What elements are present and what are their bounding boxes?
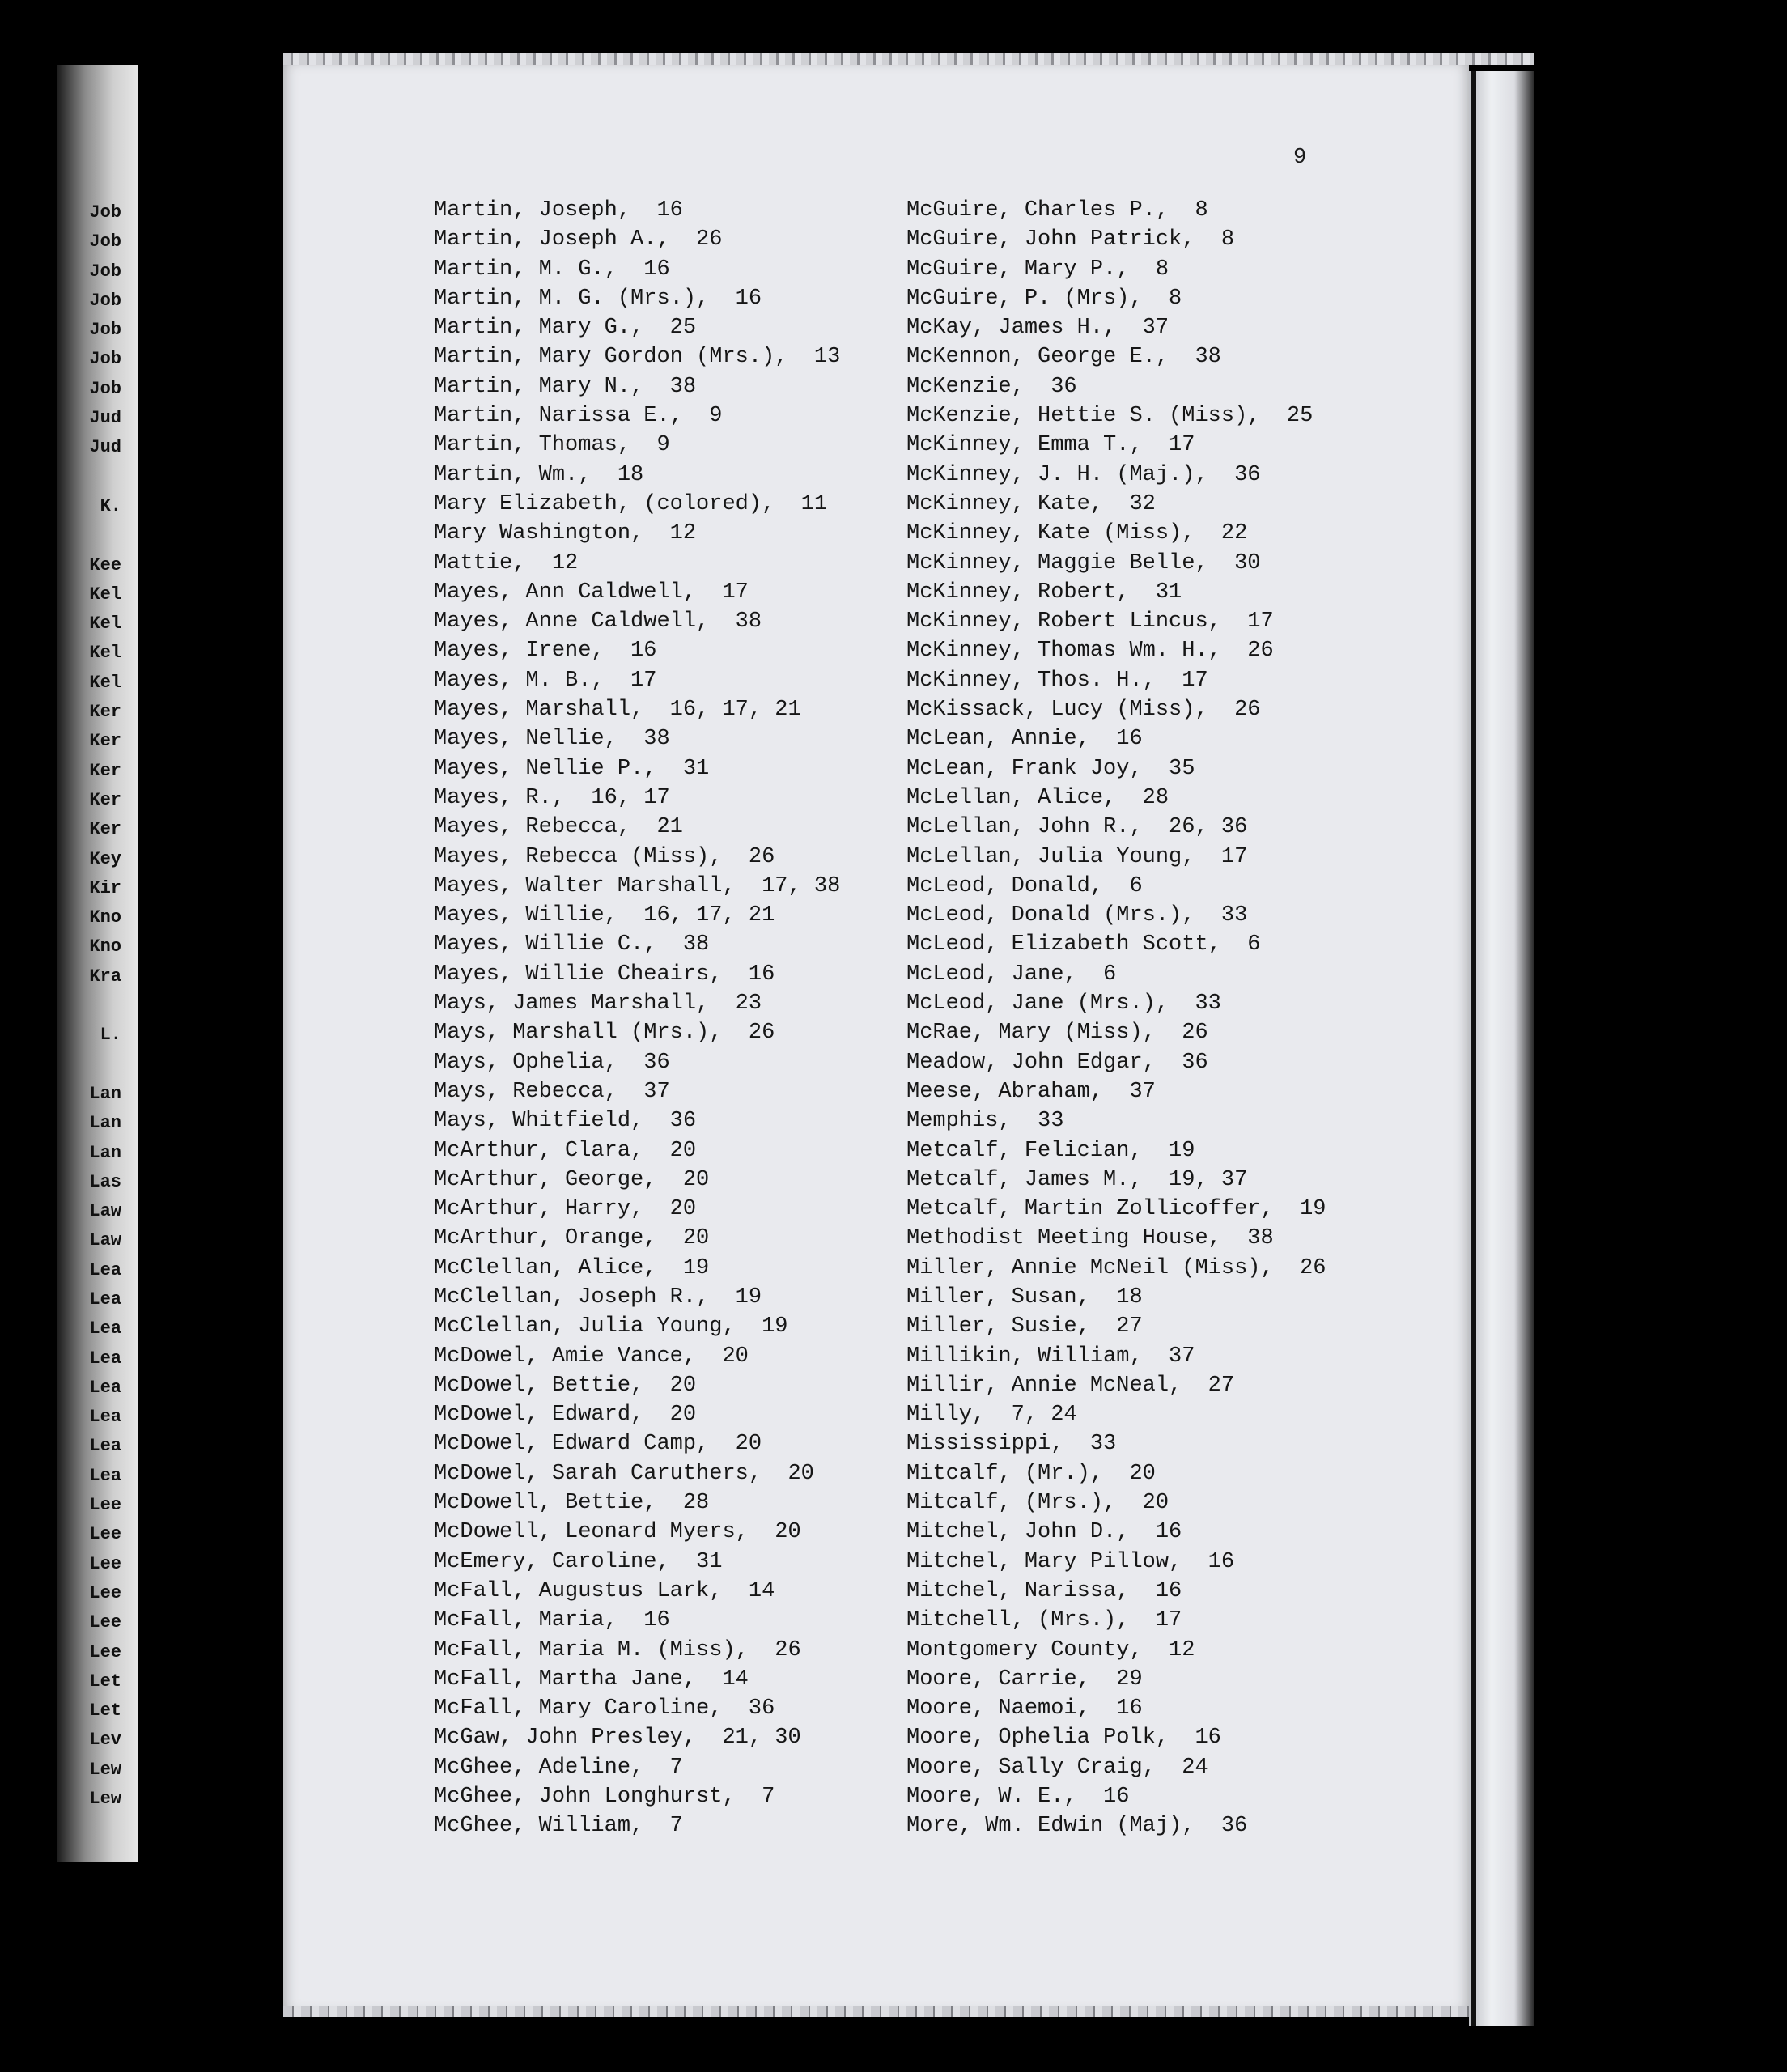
- top-edge-noise: [283, 53, 1534, 65]
- index-entry: Millikin, William, 37: [906, 1344, 1195, 1369]
- bleed-fragment: Ker: [89, 731, 121, 752]
- bleed-fragment: Lan: [89, 1113, 121, 1134]
- index-entry: McLean, Frank Joy, 35: [906, 756, 1195, 781]
- index-entry: Mississippi, 33: [906, 1432, 1117, 1457]
- index-entry: Metcalf, Martin Zollicoffer, 19: [906, 1197, 1326, 1222]
- index-entry: Mays, Marshall (Mrs.), 26: [434, 1021, 775, 1046]
- index-entry: Mary Elizabeth, (colored), 11: [434, 491, 828, 516]
- bleed-fragment: Jud: [89, 408, 121, 429]
- index-entry: McGuire, Mary P., 8: [906, 257, 1169, 282]
- bleed-fragment: [57, 521, 121, 550]
- index-entry: McDowel, Edward Camp, 20: [434, 1432, 762, 1457]
- index-entry: Montgomery County, 12: [906, 1637, 1195, 1662]
- page-number: 9: [1293, 146, 1307, 170]
- index-entry: McKinney, Maggie Belle, 30: [906, 550, 1261, 575]
- bleed-fragment: Ker: [89, 702, 121, 723]
- index-entry: Moore, Sally Craig, 24: [906, 1755, 1208, 1780]
- bleed-fragment: Lea: [89, 1377, 121, 1398]
- index-entry: McKay, James H., 37: [906, 316, 1169, 341]
- index-entry: McFall, Maria, 16: [434, 1608, 670, 1633]
- index-entry: Mays, Ophelia, 36: [434, 1050, 670, 1075]
- index-entry: McArthur, Orange, 20: [434, 1226, 710, 1251]
- index-column-right: [906, 196, 1457, 1841]
- index-entry: McLellan, Alice, 28: [906, 785, 1169, 810]
- bleed-fragment: Law: [89, 1230, 121, 1251]
- index-entry: Methodist Meeting House, 38: [906, 1226, 1274, 1251]
- index-entry: Martin, Joseph, 16: [434, 198, 683, 223]
- index-column-left: [434, 196, 887, 1841]
- index-entry: McLeod, Jane (Mrs.), 33: [906, 991, 1221, 1017]
- index-entry: McKinney, Kate, 32: [906, 491, 1156, 516]
- bleed-fragment: Key: [89, 848, 121, 869]
- index-entry: Meese, Abraham, 37: [906, 1079, 1156, 1104]
- bleed-fragment: Kel: [89, 584, 121, 605]
- bleed-fragment: Kel: [89, 672, 121, 693]
- bleed-fragment: Lan: [89, 1083, 121, 1104]
- bleed-fragment: [57, 1051, 121, 1080]
- index-entry: McGhee, John Longhurst, 7: [434, 1785, 775, 1810]
- index-entry: McKennon, George E., 38: [906, 345, 1221, 370]
- bleed-fragment: Ker: [89, 819, 121, 840]
- index-entry: Miller, Annie McNeil (Miss), 26: [906, 1255, 1326, 1280]
- index-entry: McRae, Mary (Miss), 26: [906, 1021, 1208, 1046]
- index-entry: Miller, Susie, 27: [906, 1314, 1143, 1340]
- index-entry: Mary Washington, 12: [434, 521, 697, 546]
- index-entry: McLellan, John R., 26, 36: [906, 815, 1248, 840]
- bleed-fragment: K.: [100, 495, 121, 516]
- bleed-fragment: [57, 463, 121, 492]
- bleed-fragment: Job: [89, 320, 121, 341]
- index-entry: McKenzie, Hettie S. (Miss), 25: [906, 404, 1314, 429]
- index-entry: Martin, M. G., 16: [434, 257, 670, 282]
- index-entry: Mayes, Nellie, 38: [434, 727, 670, 752]
- index-entry: McGuire, John Patrick, 8: [906, 227, 1235, 253]
- bleed-fragment: Lee: [89, 1495, 121, 1516]
- bleed-fragment: Lee: [89, 1582, 121, 1603]
- index-entry: Martin, Narissa E., 9: [434, 404, 723, 429]
- index-entry: McGuire, Charles P., 8: [906, 198, 1208, 223]
- index-entry: Martin, Joseph A., 26: [434, 227, 723, 253]
- bleed-fragment: Lea: [89, 1318, 121, 1340]
- bleed-fragment: Let: [89, 1671, 121, 1692]
- bleed-fragment: Lee: [89, 1553, 121, 1574]
- bleed-fragment: Job: [89, 202, 121, 223]
- bleed-fragment: Kel: [89, 614, 121, 635]
- index-entry: McDowell, Bettie, 28: [434, 1491, 710, 1516]
- bleed-fragment: Job: [89, 349, 121, 370]
- index-entry: Milly, 7, 24: [906, 1403, 1077, 1428]
- bleed-fragment: Lea: [89, 1289, 121, 1310]
- index-entry: Meadow, John Edgar, 36: [906, 1050, 1208, 1075]
- bleed-fragment: Lan: [89, 1142, 121, 1163]
- index-entry: Memphis, 33: [906, 1109, 1064, 1134]
- index-entry: Moore, W. E., 16: [906, 1785, 1130, 1810]
- index-entry: McArthur, George, 20: [434, 1167, 710, 1192]
- index-entry: Moore, Ophelia Polk, 16: [906, 1726, 1221, 1751]
- index-entry: McLeod, Donald (Mrs.), 33: [906, 903, 1248, 928]
- index-entry: McLean, Annie, 16: [906, 727, 1143, 752]
- bottom-edge-noise: [283, 2006, 1534, 2017]
- index-entry: McKenzie, 36: [906, 374, 1077, 399]
- index-entry: Mayes, M. B., 17: [434, 668, 657, 693]
- bleed-fragment: Lew: [89, 1789, 121, 1810]
- index-entry: Mayes, Willie Cheairs, 16: [434, 962, 775, 987]
- index-entry: McLeod, Donald, 6: [906, 873, 1143, 898]
- index-entry: Metcalf, James M., 19, 37: [906, 1167, 1248, 1192]
- index-entry: McClellan, Julia Young, 19: [434, 1314, 788, 1340]
- index-entry: Mattie, 12: [434, 550, 579, 575]
- bleed-fragment: Lee: [89, 1641, 121, 1662]
- bleed-fragment: Job: [89, 290, 121, 311]
- index-entry: McKinney, Kate (Miss), 22: [906, 521, 1248, 546]
- bleed-fragment: Ker: [89, 760, 121, 781]
- index-entry: McKinney, Robert, 31: [906, 580, 1182, 605]
- index-entry: McFall, Maria M. (Miss), 26: [434, 1637, 801, 1662]
- bleed-fragment: Lea: [89, 1436, 121, 1457]
- index-entry: McEmery, Caroline, 31: [434, 1549, 723, 1574]
- bleed-fragment: Job: [89, 231, 121, 253]
- index-entry: McDowel, Amie Vance, 20: [434, 1344, 749, 1369]
- index-entry: McKinney, Robert Lincus, 17: [906, 609, 1274, 635]
- index-entry: Mayes, Ann Caldwell, 17: [434, 580, 749, 605]
- index-entry: McDowel, Sarah Caruthers, 20: [434, 1461, 814, 1486]
- bleed-fragment: Lea: [89, 1465, 121, 1486]
- index-entry: More, Wm. Edwin (Maj), 36: [906, 1814, 1248, 1839]
- index-entry: Martin, Mary N., 38: [434, 374, 697, 399]
- index-entry: Mayes, Willie C., 38: [434, 932, 710, 957]
- index-entry: McKissack, Lucy (Miss), 26: [906, 698, 1261, 723]
- index-entry: Mitcalf, (Mr.), 20: [906, 1461, 1156, 1486]
- index-entry: Martin, Thomas, 9: [434, 433, 670, 458]
- index-entry: Mays, Rebecca, 37: [434, 1079, 670, 1104]
- index-entry: Mitchel, Mary Pillow, 16: [906, 1549, 1235, 1574]
- bleed-fragment: Kno: [89, 936, 121, 957]
- index-entry: McDowell, Leonard Myers, 20: [434, 1520, 801, 1545]
- bleed-fragment: Law: [89, 1201, 121, 1222]
- index-entry: Martin, M. G. (Mrs.), 16: [434, 286, 762, 311]
- bleed-fragment: Lew: [89, 1759, 121, 1780]
- index-entry: McDowel, Bettie, 20: [434, 1373, 697, 1398]
- index-entry: Millir, Annie McNeal, 27: [906, 1373, 1235, 1398]
- index-entry: McClellan, Alice, 19: [434, 1255, 710, 1280]
- bleed-fragment: Let: [89, 1700, 121, 1722]
- index-entry: McGhee, Adeline, 7: [434, 1755, 683, 1780]
- index-entry: Mayes, Willie, 16, 17, 21: [434, 903, 775, 928]
- index-entry: Martin, Mary Gordon (Mrs.), 13: [434, 345, 841, 370]
- index-entry: McArthur, Harry, 20: [434, 1197, 697, 1222]
- index-entry: McGhee, William, 7: [434, 1814, 683, 1839]
- bleed-fragment: Lea: [89, 1407, 121, 1428]
- index-entry: Miller, Susan, 18: [906, 1284, 1143, 1310]
- index-entry: Martin, Mary G., 25: [434, 316, 697, 341]
- index-entry: Mitchel, John D., 16: [906, 1520, 1182, 1545]
- index-entry: McKinney, Emma T., 17: [906, 433, 1195, 458]
- index-entry: McDowel, Edward, 20: [434, 1403, 697, 1428]
- bleed-fragment: Lee: [89, 1612, 121, 1633]
- index-entry: Moore, Carrie, 29: [906, 1667, 1143, 1692]
- bleed-fragment: Kee: [89, 554, 121, 575]
- previous-page-fragments: [57, 198, 121, 1814]
- index-entry: Mayes, Anne Caldwell, 38: [434, 609, 762, 635]
- bleed-fragment: L.: [100, 1025, 121, 1046]
- index-entry: Mays, James Marshall, 23: [434, 991, 762, 1017]
- bleed-fragment: [57, 991, 121, 1021]
- page-right-edge: [1469, 71, 1534, 2026]
- index-entry: Metcalf, Felician, 19: [906, 1138, 1195, 1163]
- index-entry: Mitchel, Narissa, 16: [906, 1578, 1182, 1603]
- page-right-edge-line: [1471, 71, 1476, 2026]
- index-entry: McArthur, Clara, 20: [434, 1138, 697, 1163]
- index-entry: McGaw, John Presley, 21, 30: [434, 1726, 801, 1751]
- index-entry: McFall, Martha Jane, 14: [434, 1667, 749, 1692]
- index-entry: Mays, Whitfield, 36: [434, 1109, 697, 1134]
- index-entry: McLeod, Elizabeth Scott, 6: [906, 932, 1261, 957]
- bleed-fragment: Job: [89, 378, 121, 399]
- bleed-fragment: Kir: [89, 877, 121, 898]
- index-entry: Mitcalf, (Mrs.), 20: [906, 1491, 1169, 1516]
- bleed-fragment: Kno: [89, 907, 121, 928]
- index-entry: McFall, Augustus Lark, 14: [434, 1578, 775, 1603]
- bleed-fragment: Ker: [89, 789, 121, 810]
- index-entry: McGuire, P. (Mrs), 8: [906, 286, 1182, 311]
- index-entry: Mayes, Irene, 16: [434, 639, 657, 664]
- index-entry: Mayes, Rebecca, 21: [434, 815, 683, 840]
- bleed-fragment: Lev: [89, 1730, 121, 1751]
- bleed-fragment: Lea: [89, 1259, 121, 1280]
- index-entry: McClellan, Joseph R., 19: [434, 1284, 762, 1310]
- index-entry: Mitchell, (Mrs.), 17: [906, 1608, 1182, 1633]
- bleed-fragment: Lea: [89, 1348, 121, 1369]
- index-entry: McFall, Mary Caroline, 36: [434, 1696, 775, 1722]
- index-entry: McKinney, Thos. H., 17: [906, 668, 1208, 693]
- index-entry: Mayes, Walter Marshall, 17, 38: [434, 873, 841, 898]
- index-entry: Mayes, R., 16, 17: [434, 785, 670, 810]
- index-entry: Martin, Wm., 18: [434, 462, 644, 487]
- index-entry: Moore, Naemoi, 16: [906, 1696, 1143, 1722]
- bleed-fragment: Las: [89, 1171, 121, 1192]
- bleed-fragment: Kra: [89, 966, 121, 987]
- index-entry: Mayes, Nellie P., 31: [434, 756, 710, 781]
- index-entry: McKinney, Thomas Wm. H., 26: [906, 639, 1274, 664]
- index-entry: Mayes, Rebecca (Miss), 26: [434, 844, 775, 869]
- index-entry: Mayes, Marshall, 16, 17, 21: [434, 698, 801, 723]
- bleed-fragment: Lee: [89, 1524, 121, 1545]
- bleed-fragment: Jud: [89, 437, 121, 458]
- index-entry: McLeod, Jane, 6: [906, 962, 1117, 987]
- bleed-fragment: Kel: [89, 643, 121, 664]
- index-entry: McKinney, J. H. (Maj.), 36: [906, 462, 1261, 487]
- index-entry: McLellan, Julia Young, 17: [906, 844, 1248, 869]
- bleed-fragment: Job: [89, 261, 121, 282]
